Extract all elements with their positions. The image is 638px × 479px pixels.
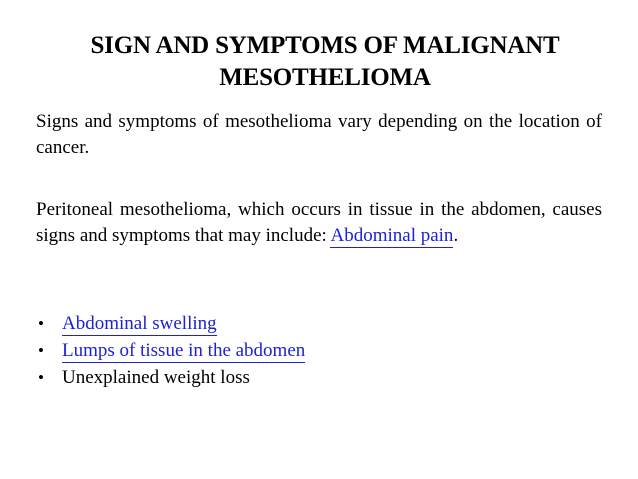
list-item [36, 310, 602, 337]
intro-paragraph: Signs and symptoms of mesothelioma vary depending on the location of cancer. [36, 111, 602, 158]
abdominal-swelling-link[interactable]: Abdominal swelling [62, 313, 217, 334]
symptom-list [36, 310, 602, 391]
title-line-1: SIGN AND SYMPTOMS OF MALIGNANT [90, 32, 560, 59]
slide-title [40, 30, 610, 94]
peritoneal-paragraph-text: Peritoneal mesothelioma, which occurs in tissue in the abdomen, causes signs and symptoms that may include: [36, 199, 602, 246]
bullet-icon: • [38, 368, 44, 387]
peritoneal-paragraph [36, 197, 602, 249]
weight-loss-text: Unexplained weight loss [62, 367, 250, 388]
bullet-icon: • [38, 341, 44, 360]
list-item [36, 364, 602, 391]
title-line-2: MESOTHELIOMA [219, 64, 431, 91]
abdominal-pain-link[interactable]: Abdominal pain [330, 225, 454, 246]
list-item [36, 337, 602, 364]
bullet-icon: • [38, 314, 44, 333]
paragraph-period: . [453, 225, 459, 246]
lumps-of-tissue-link[interactable]: Lumps of tissue in the abdomen [62, 340, 306, 361]
